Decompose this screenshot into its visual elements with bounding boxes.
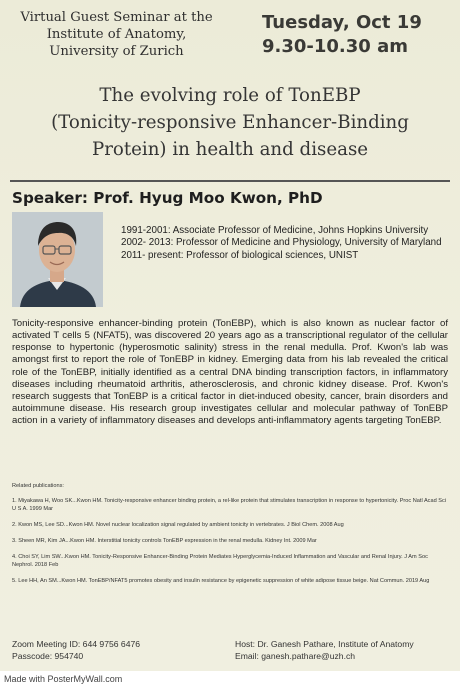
seminar-date: Tuesday, Oct 19 [262, 12, 422, 33]
seminar-line: Institute of Anatomy, [46, 27, 187, 42]
footer-credit: Made with PosterMyWall.com [4, 674, 123, 684]
abstract-text: Tonicity-responsive enhancer-binding protein (TonEBP), which is also known as nuclear factor of activated T cells 5 (NFAT5), was discovered 20 years ago as a transcriptional regulator of the cellular response to hypertonic (hyperosmotic salinity) stress in the renal medulla. Prof. Kwon's lab was amongst first to report the role of TonEBP in kidney. Emerging data from his lab revealed the critical role of the TonEBP, initially identified as a central DNA binding transcription factors, in inflammatory diseases including rheumatoid arthritis, atherosclerosis, and chronic kidney disease. Prof. Kwon's research suggests that TonEBP is a critical factor in diet-induced obesity, cancer, brain disorders and autoimmune disease. His research group investigates cellular and molecular pathway of TonEBP action in a variety of inflammatory diseases and develops anti-inflammatory agents targeting TonEBP. [12, 318, 448, 427]
publications-list [12, 497, 448, 593]
publication-item: 2. Kwon MS, Lee SD...Kwon HM. Novel nuclear localization signal regulated by ambient tonicity in vertebrates. J Biol Chem. 2008 Aug [12, 522, 344, 528]
publication-item: 5. Lee HH, An SM...Kwon HM. TonEBP/NFAT5 promotes obesity and insulin resistance by epigenetic suppression of white adipose tissue beige. Nat Commun. 2019 Aug [12, 578, 430, 584]
bio-entry: 2002- 2013: Professor of Medicine and Physiology, University of Maryland [121, 237, 442, 249]
host-email: Email: ganesh.pathare@uzh.ch [235, 650, 356, 661]
bio-entry: 1991-2001: Associate Professor of Medicine, Johns Hopkins University [121, 225, 429, 236]
talk-title [14, 82, 446, 163]
publication-item: 4. Choi SY, Lim SW...Kwon HM. Tonicity-Responsive Enhancer-Binding Protein Mediates Hyperglycemia-Induced Inflammation and Vascular and Renal Injury. J Am Soc Nephrol. 2018 Feb [12, 554, 428, 568]
speaker-name: Speaker: Prof. Hyug Moo Kwon, PhD [12, 189, 323, 207]
speaker-bio [121, 225, 451, 262]
publication-item: 3. Sheen MR, Kim JA...Kwon HM. Interstitial tonicity controls TonEBP expression in the renal medulla. Kidney Int. 2009 Mar [12, 538, 317, 544]
seminar-time: 9.30-10.30 am [262, 36, 408, 57]
seminar-line: Virtual Guest Seminar at the [20, 10, 213, 25]
seminar-heading [9, 9, 224, 60]
host-info [235, 639, 414, 662]
host-name: Host: Dr. Ganesh Pathare, Institute of Anatomy [235, 639, 414, 649]
zoom-meeting-id: Zoom Meeting ID: 644 9756 6476 [12, 639, 141, 649]
title-line: The evolving role of TonEBP [99, 85, 361, 106]
publications-heading: Related publications: [12, 483, 64, 489]
divider-line [10, 180, 450, 182]
zoom-passcode: Passcode: 954740 [12, 650, 84, 661]
title-line: (Tonicity-responsive Enhancer-Binding [51, 112, 409, 133]
title-line: Protein) in health and disease [91, 139, 369, 160]
publication-item: 1. Miyakawa H, Woo SK...Kwon HM. Tonicity-responsive enhancer binding protein, a rel-like protein that stimulates transcription in response to hypertonicity. Proc Natl Acad Sci U S A. 1999 Mar [12, 498, 447, 512]
seminar-line: University of Zurich [49, 44, 184, 59]
zoom-info [12, 639, 140, 662]
speaker-photo [12, 212, 103, 307]
date-time-block [262, 11, 454, 59]
bio-entry: 2011- present: Professor of biological sciences, UNIST [121, 249, 359, 261]
